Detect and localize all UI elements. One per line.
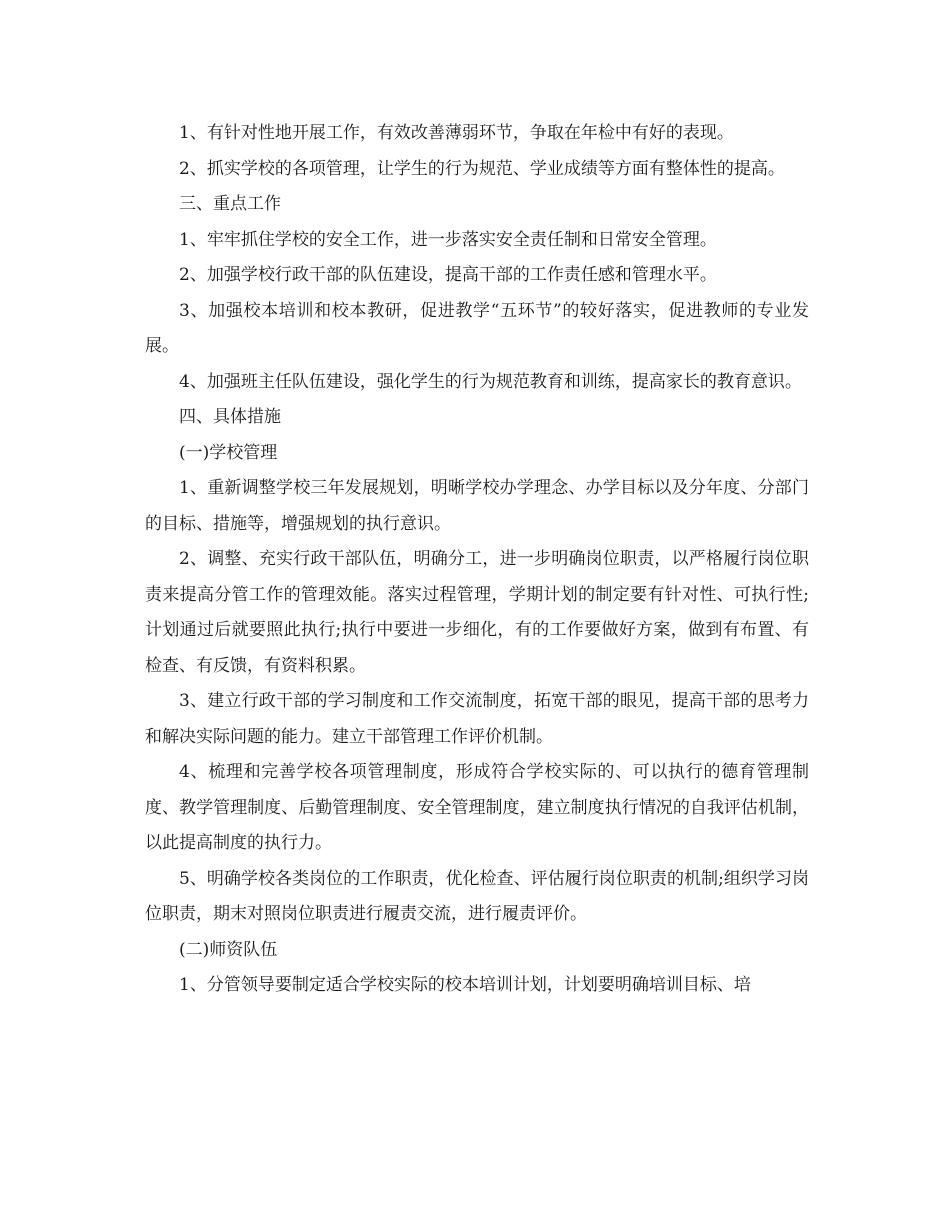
paragraph-6: 3、加强校本培训和校本教研，促进教学“五环节”的较好落实，促进教师的专业发展。 <box>145 300 809 356</box>
paragraph-5: 2、加强学校行政干部的队伍建设，提高干部的工作责任感和管理水平。 <box>179 265 717 285</box>
paragraph-7: 4、加强班主任队伍建设，强化学生的行为规范教育和训练，提高家长的教育意识。 <box>179 371 802 392</box>
paragraph-2: 2、抓实学校的各项管理，让学生的行为规范、学业成绩等方面有整体性的提高。 <box>179 158 785 179</box>
paragraph-12: 3、建立行政干部的学习制度和工作交流制度，拓宽干部的眼见，提高干部的思考力和解决实际问题的能力。建立干部管理工作评价机制。 <box>145 691 809 747</box>
subsection-heading-school-management: (一)学校管理 <box>179 442 278 463</box>
section-heading-measures: 四、具体措施 <box>179 407 281 427</box>
subsection-heading-teaching-staff: (二)师资队伍 <box>179 939 278 960</box>
paragraph-1: 1、有针对性地开展工作，有效改善薄弱环节，争取在年检中有好的表现。 <box>179 123 734 143</box>
paragraph-10: 1、重新调整学校三年发展规划，明晰学校办学理念、办学目标以及分年度、分部门的目标、措施等，增强规划的执行意识。 <box>145 478 809 534</box>
document-body <box>145 116 809 1004</box>
paragraph-16: 1、分管领导要制定适合学校实际的校本培训计划，计划要明确培训目标、培 <box>179 975 751 995</box>
paragraph-4: 1、牢牢抓住学校的安全工作，进一步落实安全责任制和日常安全管理。 <box>179 229 717 250</box>
paragraph-11: 2、调整、充实行政干部队伍，明确分工，进一步明确岗位职责，以严格履行岗位职责来提高分管工作的管理效能。落实过程管理，学期计划的制定要有针对性、可执行性;计划通过后就要照此执行;执行中要进一步细化，有的工作要做好方案，做到有布置、有检查、有反馈，有资料积累。 <box>145 549 809 676</box>
section-heading-key-work: 三、重点工作 <box>179 194 281 214</box>
paragraph-14: 5、明确学校各类岗位的工作职责，优化检查、评估履行岗位职责的机制;组织学习岗位职责，期末对照岗位职责进行履责交流，进行履责评价。 <box>145 868 809 924</box>
paragraph-13: 4、梳理和完善学校各项管理制度，形成符合学校实际的、可以执行的德育管理制度、教学管理制度、后勤管理制度、安全管理制度，建立制度执行情况的自我评估机制，以此提高制度的执行力。 <box>145 762 809 853</box>
